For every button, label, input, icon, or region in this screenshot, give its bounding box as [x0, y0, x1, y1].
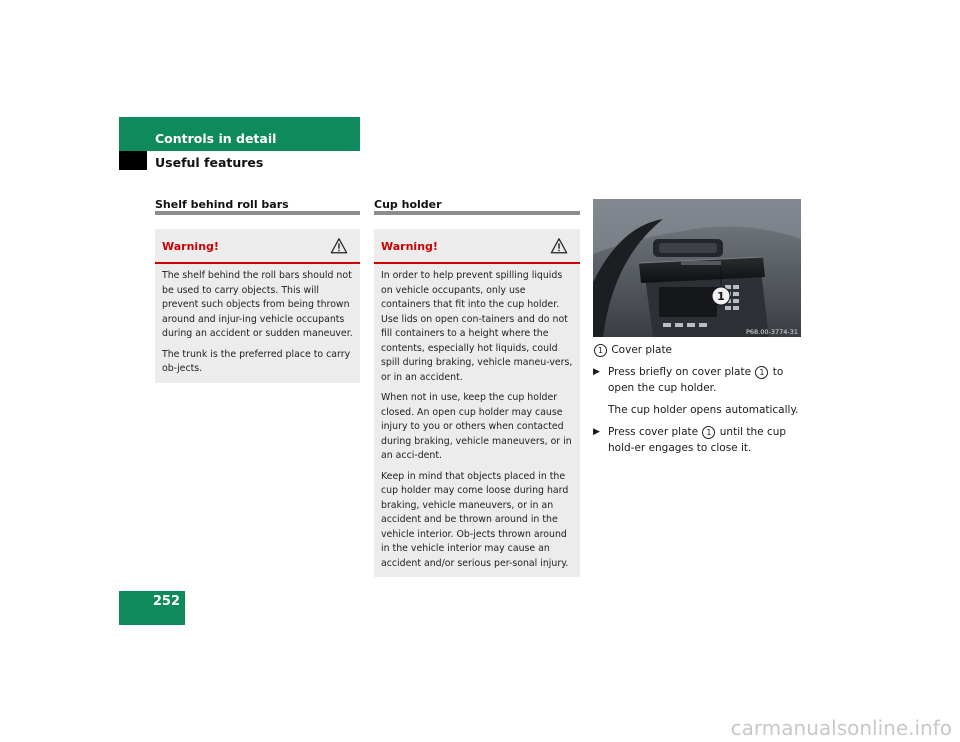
watermark: carmanualsonline.info — [730, 716, 952, 740]
warning-paragraph: In order to help prevent spilling liquids on vehicle occupants, only use containers that fit into the cup holder. Use lids on open con-tainers and do not fill containers to a height where the contents, especially hot liquids, could spill during braking, vehicle maneu-vers, or in an accident. — [381, 270, 573, 383]
warning-paragraph: The shelf behind the roll bars should not be used to carry objects. This will prevent such objects from being thrown around and injur-ing vehicle occupants during an accident or sudden maneuver. — [162, 270, 353, 339]
arrow-bullet-icon: ▶ — [593, 367, 600, 377]
legend-item — [593, 342, 808, 358]
figure-callout-1: 1 — [717, 290, 725, 303]
callout-number: 1 — [702, 426, 715, 439]
section-subtitle: Useful features — [155, 155, 264, 170]
warning-triangle-icon — [550, 237, 568, 255]
warning-body — [155, 264, 360, 383]
step-text-part: to open the cup holder. — [608, 366, 784, 394]
step-item — [593, 364, 808, 396]
section-title-shelf: Shelf behind roll bars — [155, 198, 289, 211]
step-text — [608, 364, 808, 396]
section-rule — [155, 211, 360, 215]
section-title-cup-holder: Cup holder — [374, 198, 442, 211]
section-rule — [374, 211, 580, 215]
section-marker — [119, 151, 147, 170]
arrow-bullet-icon: ▶ — [593, 427, 600, 437]
chapter-title: Controls in detail — [155, 131, 277, 146]
callout-number: 1 — [594, 344, 607, 357]
warning-label: Warning! — [381, 240, 438, 253]
callout-number: 1 — [755, 366, 768, 379]
warning-triangle-icon — [330, 237, 348, 255]
legend-label: Cover plate — [611, 344, 673, 356]
step-text — [608, 424, 808, 456]
warning-body — [374, 264, 580, 577]
warning-paragraph: Keep in mind that objects placed in the cup holder may come loose during hard braking, vehicle maneuvers, or in an accident and be thrown around in the vehicle interior. Ob-jects thrown around in the vehicle interior may cause an accident and/or serious per-sonal injury. — [381, 470, 569, 569]
step-item — [593, 424, 808, 456]
warning-paragraph: When not in use, keep the cup holder closed. An open cup holder may cause injury to you or others when contacted during braking, vehicle maneuvers, or in an acci-dent. — [381, 392, 572, 461]
warning-header — [155, 229, 360, 264]
instructions — [593, 342, 808, 456]
dashboard-illustration — [593, 199, 801, 337]
page-number-box — [119, 591, 185, 625]
warning-box-shelf — [155, 229, 360, 383]
step-result: The cup holder opens automatically. — [608, 404, 799, 416]
warning-header — [374, 229, 580, 264]
step-text-part: Press cover plate — [608, 426, 699, 438]
warning-paragraph: The trunk is the preferred place to carry ob-jects. — [162, 348, 351, 374]
page-number: 252 — [152, 594, 180, 609]
warning-box-cup-holder — [374, 229, 580, 577]
step-text-part: Press briefly on cover plate — [608, 366, 752, 378]
cup-holder-photo — [593, 199, 801, 337]
warning-label: Warning! — [162, 240, 219, 253]
figure-reference: P68.00-3774-31 — [745, 328, 798, 336]
step-text-part: until the cup hold-er engages to close it. — [608, 426, 787, 454]
